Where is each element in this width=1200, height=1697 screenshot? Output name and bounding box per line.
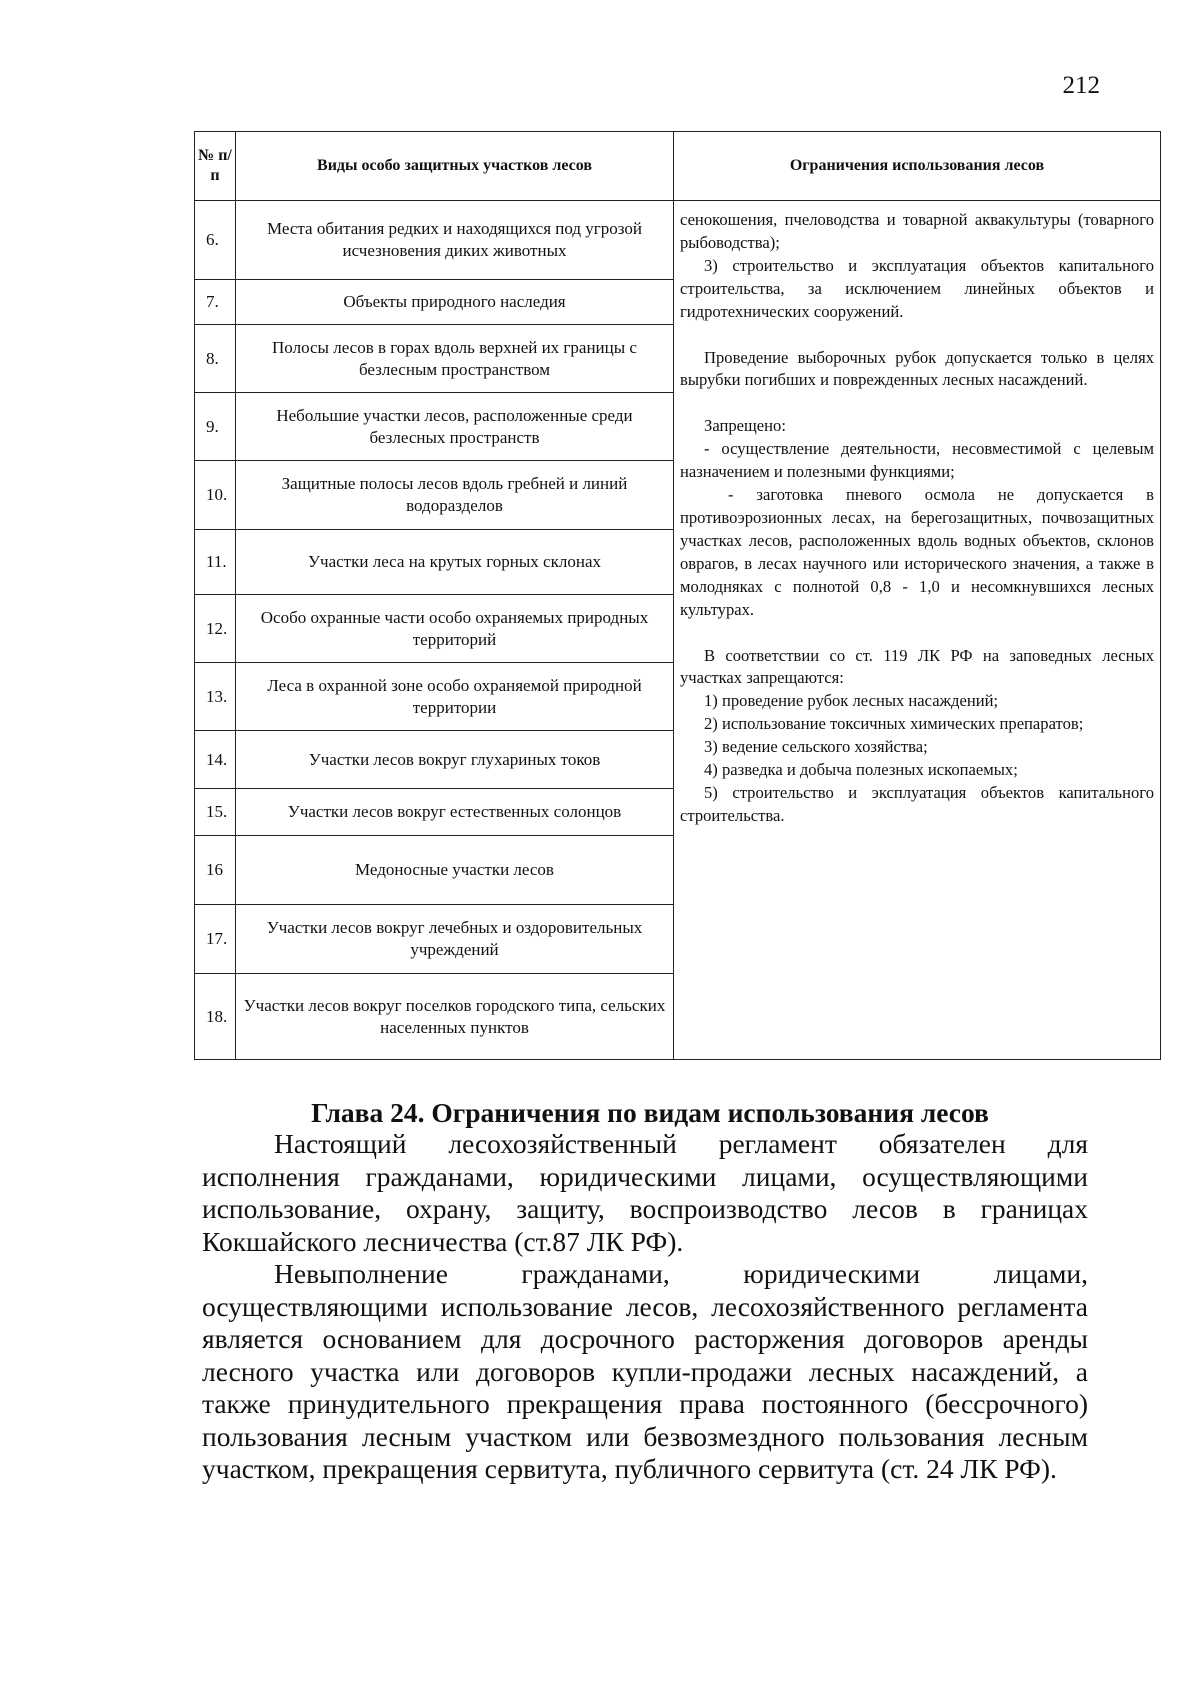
- row-area-type: Участки лесов вокруг глухариных токов: [236, 731, 674, 789]
- chapter-title: Глава 24. Ограничения по видам использования лесов: [311, 1097, 989, 1128]
- body-paragraph: Настоящий лесохозяйственный регламент обязателен для исполнения гражданами, юридическими лицами, осуществляющими использование, охрану, защиту, воспроизводство лесов в границах Кокшайского лесничества (ст.87 ЛК РФ).: [202, 1128, 1088, 1257]
- row-area-type: Полосы лесов в горах вдоль верхней их границы с безлесным пространством: [236, 325, 674, 393]
- page-number: 212: [1062, 72, 1100, 99]
- row-number: 16: [195, 836, 236, 905]
- row-area-type: Небольшие участки лесов, расположенные среди безлесных пространств: [236, 393, 674, 461]
- row-number: 9.: [195, 393, 236, 461]
- table-header-row: [195, 132, 1161, 201]
- restriction-paragraph: - осуществление деятельности, несовместимой с целевым назначением и полезными функциями;: [680, 439, 1154, 482]
- row-number: 12.: [195, 595, 236, 663]
- row-area-type: Защитные полосы лесов вдоль гребней и линий водоразделов: [236, 461, 674, 530]
- restriction-paragraph: 3) ведение сельского хозяйства;: [704, 737, 928, 757]
- row-number: 6.: [195, 201, 236, 280]
- row-number: 14.: [195, 731, 236, 789]
- restriction-paragraph: - заготовка пневого осмола не допускается в противоэрозионных лесах, на берегозащитных, почвозащитных участках лесов, расположенных вдоль водных объектов, склонов оврагов, в лесах научного или исторического значения, а также в молодняках с полнотой 0,8 - 1,0 и несомкнувшихся лесных культурах.: [680, 485, 1154, 619]
- restrictions-cell: [674, 201, 1161, 1060]
- row-number: 11.: [195, 530, 236, 595]
- row-area-type: Особо охранные части особо охраняемых природных территорий: [236, 595, 674, 663]
- restriction-paragraph: 3) строительство и эксплуатация объектов капитального строительства, за исключением линейных объектов и гидротехнических сооружений.: [680, 255, 1154, 321]
- row-area-type: Участки леса на крутых горных склонах: [236, 530, 674, 595]
- restriction-paragraph: В соответствии со ст. 119 ЛК РФ на заповедных лесных участках запрещаются:: [680, 645, 1154, 688]
- row-number: 10.: [195, 461, 236, 530]
- restriction-paragraph: 1) проведение рубок лесных насаждений;: [704, 691, 999, 711]
- row-number: 7.: [195, 280, 236, 325]
- row-area-type: Медоносные участки лесов: [236, 836, 674, 905]
- row-area-type: Места обитания редких и находящихся под угрозой исчезновения диких животных: [236, 201, 674, 280]
- row-area-type: Объекты природного наследия: [236, 280, 674, 325]
- restriction-paragraph: Проведение выборочных рубок допускается только в целях вырубки погибших и поврежденных лесных насаждений.: [680, 347, 1154, 390]
- row-area-type: Участки лесов вокруг естественных солонцов: [236, 789, 674, 836]
- row-area-type: Участки лесов вокруг поселков городского типа, сельских населенных пунктов: [236, 974, 674, 1060]
- row-number: 17.: [195, 905, 236, 974]
- restriction-paragraph: 4) разведка и добыча полезных ископаемых;: [704, 760, 1018, 780]
- restriction-paragraph: 5) строительство и эксплуатация объектов капитального строительства.: [680, 782, 1154, 825]
- body-paragraph: Невыполнение гражданами, юридическими лицами, осуществляющими использование лесов, лесохозяйственного регламента является основанием для досрочного расторжения договоров аренды лесного участка или договоров купли-продажи лесных насаждений, а также принудительного прекращения права постоянного (бессрочного) пользования лесным участком или безвозмездного пользования лесным участком, прекращения сервитута, публичного сервитута (ст. 24 ЛК РФ).: [202, 1258, 1088, 1484]
- chapter-body: [202, 1128, 1088, 1486]
- row-number: 15.: [195, 789, 236, 836]
- restriction-paragraph: Запрещено:: [704, 416, 786, 436]
- header-area-type: Виды особо защитных участков лесов: [236, 132, 674, 201]
- row-number: 18.: [195, 974, 236, 1060]
- header-number: № п/п: [195, 132, 236, 201]
- restriction-paragraph: сенокошения, пчеловодства и товарной аквакультуры (товарного рыбоводства);: [680, 210, 1154, 252]
- row-number: 8.: [195, 325, 236, 393]
- forest-restrictions-table: [194, 131, 1161, 1060]
- restriction-paragraph: 2) использование токсичных химических препаратов;: [704, 714, 1084, 734]
- row-area-type: Леса в охранной зоне особо охраняемой природной территории: [236, 663, 674, 731]
- row-area-type: Участки лесов вокруг лечебных и оздоровительных учреждений: [236, 905, 674, 974]
- row-number: 13.: [195, 663, 236, 731]
- header-restrictions: Ограничения использования лесов: [674, 132, 1161, 201]
- table-row: [195, 201, 1161, 280]
